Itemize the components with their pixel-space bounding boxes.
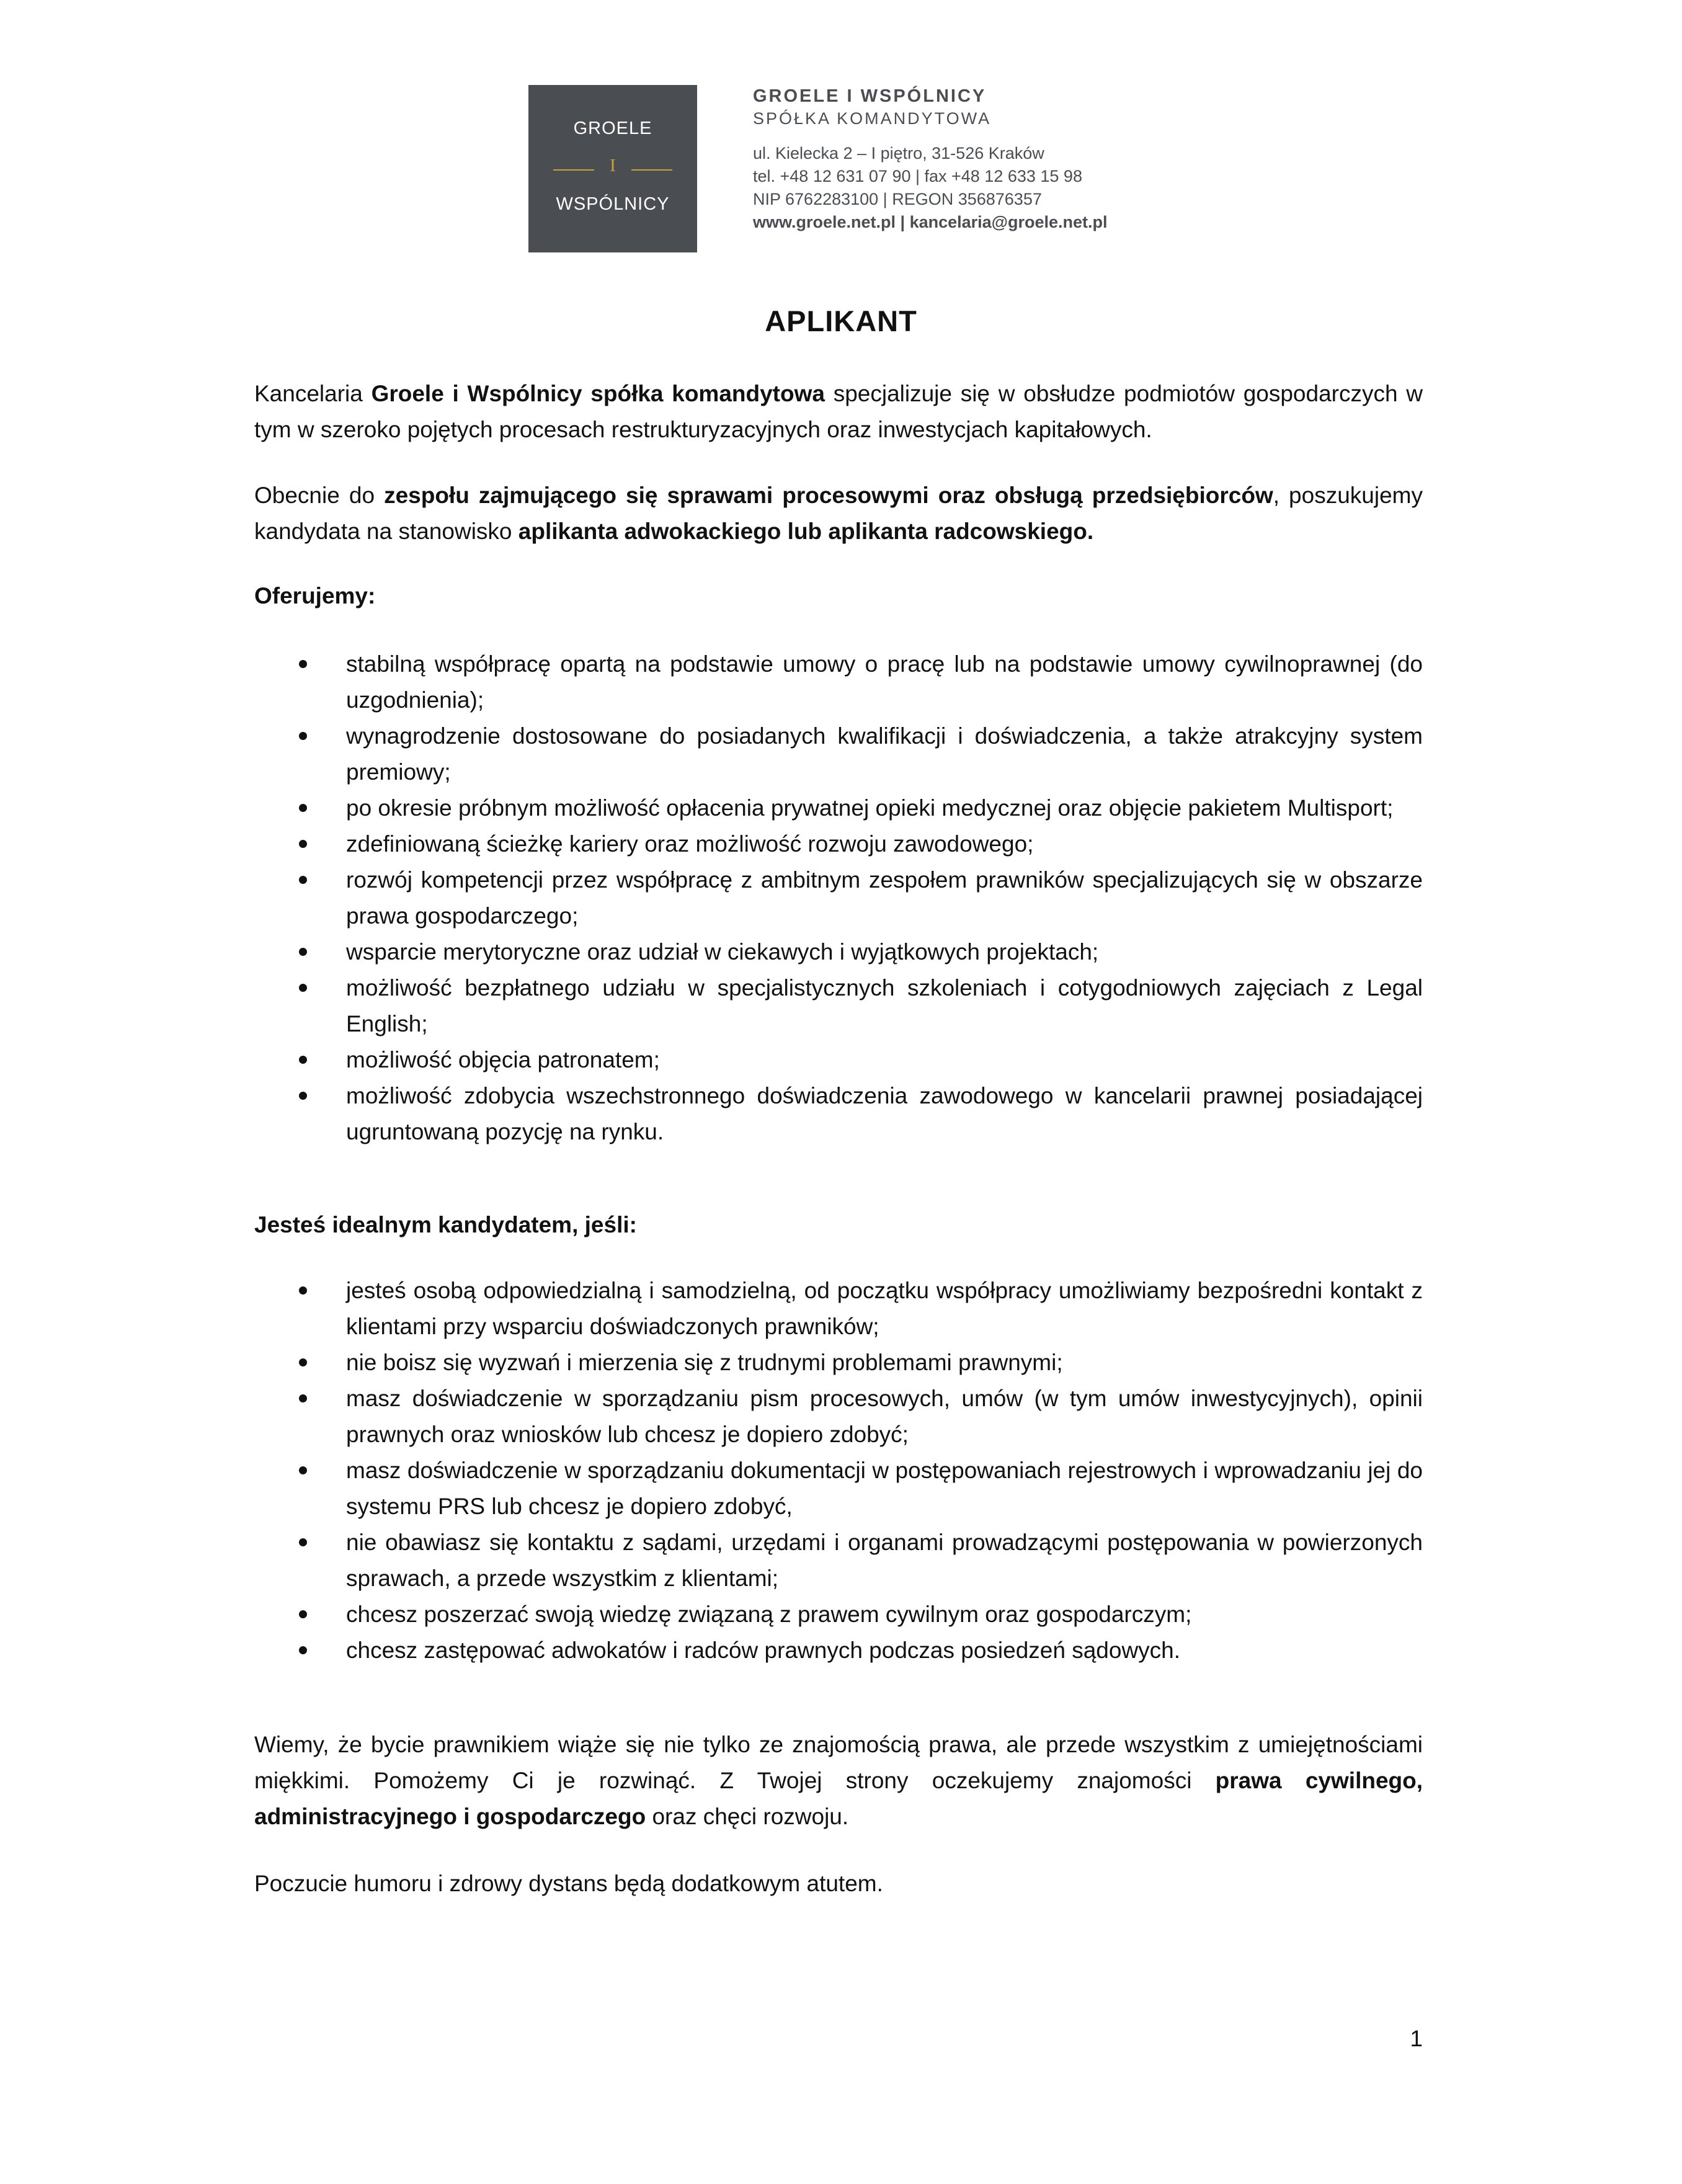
intro-team: zespołu zajmującego się sprawami procesowymi oraz obsługą przedsiębiorców xyxy=(384,483,1273,508)
logo-rule-right xyxy=(631,169,672,171)
list-item: jesteś osobą odpowiedzialną i samodzielną, od początku współpracy umożliwiamy bezpośredni kontakt z klientami przy wsparciu doświadczonych prawników; xyxy=(254,1273,1423,1345)
list-item: masz doświadczenie w sporządzaniu dokumentacji w postępowaniach rejestrowych i wprowadzaniu jej do systemu PRS lub chcesz je dopiero zdobyć, xyxy=(254,1453,1423,1525)
intro-text: specjalizuje się w obsłudze podmiotów gospodarczych w tym w szeroko pojętych procesach restrukturyzacyjnych oraz inwestycjach kapitałowych. xyxy=(254,381,1423,442)
list-item: zdefiniowaną ścieżkę kariery oraz możliwość rozwoju zawodowego; xyxy=(254,826,1423,862)
list-item: nie boisz się wyzwań i mierzenia się z trudnymi problemami prawnymi; xyxy=(254,1345,1423,1381)
closing-paragraph-2: Poczucie humoru i zdrowy dystans będą dodatkowym atutem. xyxy=(254,1871,883,1896)
offer-heading: Oferujemy: xyxy=(254,583,376,608)
bullet-icon xyxy=(299,1056,307,1064)
bullet-icon xyxy=(299,1646,307,1654)
logo-line-2: WSPÓLNICY xyxy=(556,194,670,214)
closing-text: Wiemy, że bycie prawnikiem wiąże się nie tylko ze znajomością prawa, ale przede wszystkim z umiejętnościami miękkimi. Pomożemy Ci je rozwinąć. Z Twojej strony oczekujemy znajomości xyxy=(254,1732,1423,1793)
intro-position: aplikanta adwokackiego lub aplikanta radcowskiego. xyxy=(518,519,1094,544)
bullet-icon xyxy=(299,948,307,956)
list-item: rozwój kompetencji przez współpracę z ambitnym zespołem prawników specjalizujących się w obszarze prawa gospodarczego; xyxy=(254,862,1423,934)
page-number: 1 xyxy=(1410,2026,1423,2051)
bullet-icon xyxy=(299,804,307,812)
bullet-icon xyxy=(299,984,307,992)
bullet-icon xyxy=(299,1358,307,1366)
candidate-list xyxy=(254,1273,1423,1669)
list-item: masz doświadczenie w sporządzaniu pism procesowych, umów (w tym umów inwestycyjnych), opinii prawnych oraz wniosków lub chcesz je dopiero zdobyć; xyxy=(254,1381,1423,1453)
closing-paragraph-1 xyxy=(254,1727,1423,1835)
firm-name: GROELE I WSPÓLNICY xyxy=(753,86,987,106)
bullet-icon xyxy=(299,1286,307,1295)
list-item: możliwość bezpłatnego udziału w specjalistycznych szkoleniach i cotygodniowych zajęciach z Legal English; xyxy=(254,970,1423,1042)
bullet-icon xyxy=(299,1092,307,1100)
bullet-icon xyxy=(299,1466,307,1474)
firm-phone-fax: tel. +48 12 631 07 90 | fax +48 12 633 15 98 xyxy=(753,167,1082,185)
intro-text: Kancelaria xyxy=(254,381,372,406)
intro-text: Obecnie do xyxy=(254,483,385,508)
firm-ids: NIP 6762283100 | REGON 356876357 xyxy=(753,190,1042,208)
list-item: chcesz zastępować adwokatów i radców prawnych podczas posiedzeń sądowych. xyxy=(254,1633,1423,1669)
logo-middle-letter: I xyxy=(610,156,616,176)
list-item: stabilną współpracę opartą na podstawie umowy o pracę lub na podstawie umowy cywilnoprawnej (do uzgodnienia); xyxy=(254,646,1423,718)
closing-text: oraz chęci rozwoju. xyxy=(646,1804,849,1829)
list-item: możliwość objęcia patronatem; xyxy=(254,1042,1423,1078)
list-item: nie obawiasz się kontaktu z sądami, urzędami i organami prowadzącymi postępowania w powierzonych sprawach, a przede wszystkim z klientami; xyxy=(254,1525,1423,1597)
logo-line-1: GROELE xyxy=(573,118,652,138)
list-item: możliwość zdobycia wszechstronnego doświadczenia zawodowego w kancelarii prawnej posiadającej ugruntowaną pozycję na rynku. xyxy=(254,1078,1423,1150)
list-item: wsparcie merytoryczne oraz udział w ciekawych i wyjątkowych projektach; xyxy=(254,934,1423,970)
list-item: po okresie próbnym możliwość opłacenia prywatnej opieki medycznej oraz objęcie pakietem Multisport; xyxy=(254,790,1423,826)
offer-list xyxy=(254,646,1423,1150)
bullet-icon xyxy=(299,660,307,668)
bullet-icon xyxy=(299,1538,307,1546)
bullet-icon xyxy=(299,732,307,740)
logo-divider xyxy=(528,156,697,181)
page-title: APLIKANT xyxy=(765,305,917,337)
bullet-icon xyxy=(299,1610,307,1618)
intro-paragraph-2 xyxy=(254,478,1423,550)
bullet-icon xyxy=(299,840,307,848)
list-item: chcesz poszerzać swoją wiedzę związaną z prawem cywilnym oraz gospodarczym; xyxy=(254,1597,1423,1633)
closing-law-areas: prawa cywilnego, administracyjnego i gospodarczego xyxy=(254,1768,1423,1829)
bullet-icon xyxy=(299,1394,307,1402)
firm-type: SPÓŁKA KOMANDYTOWA xyxy=(753,109,992,128)
intro-firm-name: Groele i Wspólnicy spółka komandytowa xyxy=(371,381,825,406)
intro-paragraph-1 xyxy=(254,376,1423,448)
list-item: wynagrodzenie dostosowane do posiadanych kwalifikacji i doświadczenia, a także atrakcyjny system premiowy; xyxy=(254,718,1423,790)
intro-text: , poszukujemy kandydata na stanowisko xyxy=(254,483,1423,544)
bullet-icon xyxy=(299,876,307,884)
firm-web-email: www.groele.net.pl | kancelaria@groele.net.pl xyxy=(753,213,1108,231)
firm-address: ul. Kielecka 2 – I piętro, 31-526 Kraków xyxy=(753,144,1044,163)
firm-logo xyxy=(528,85,697,252)
firm-info xyxy=(753,85,1108,234)
candidate-heading: Jesteś idealnym kandydatem, jeśli: xyxy=(254,1212,637,1237)
